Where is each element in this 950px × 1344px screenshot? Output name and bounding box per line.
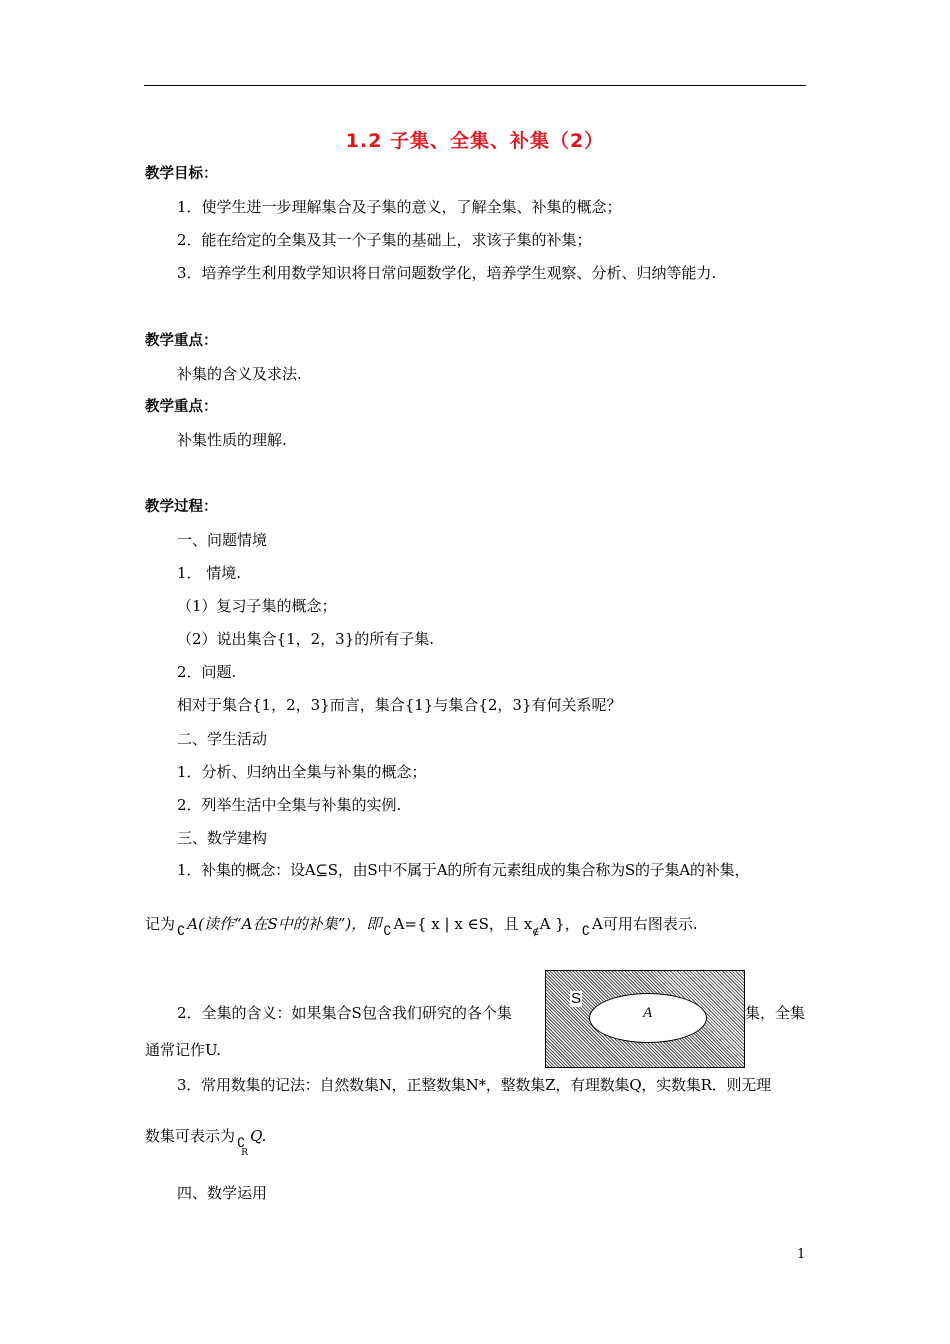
- key-points-text: 补集的含义及求法.: [177, 365, 302, 383]
- process-heading: 教学过程：: [145, 499, 218, 515]
- goals-heading: 教学目标：: [145, 166, 218, 182]
- number-sets-line-1: 3．常用数集的记法：自然数集N，正整数集N*，整数集Z，有理数集Q，实数集R．则无理: [177, 1076, 771, 1094]
- goal-item-1: 1．使学生进一步理解集合及子集的意义，了解全集、补集的概念；: [177, 198, 622, 216]
- section-1-item-1a: （1）复习子集的概念；: [177, 597, 337, 615]
- section-1-item-1: 1． 情境.: [177, 564, 242, 582]
- complement-concept-line-2: [145, 914, 698, 937]
- difficult-points-heading: 教学重点：: [145, 399, 218, 415]
- complement-symbol: ∁: [237, 1136, 246, 1151]
- section-3-heading: 三、数学建构: [177, 829, 268, 847]
- section-4-heading: 四、数学运用: [177, 1184, 268, 1202]
- number-sets-text-b: Q.: [250, 1127, 267, 1145]
- complement-concept-line-1: 1．补集的概念：设A⊆S，由S中不属于A的所有元素组成的集合称为S的子集A的补集，: [177, 861, 750, 879]
- universal-set-line-1b: 集，全集: [745, 1004, 806, 1022]
- venn-universal-label: S: [571, 990, 582, 1007]
- key-points-heading: 教学重点：: [145, 333, 218, 349]
- not-in-symbol: ∉: [532, 927, 540, 938]
- number-sets-line-2: [145, 1126, 267, 1158]
- difficult-points-text: 补集性质的理解.: [177, 431, 287, 449]
- complement-text-c: A={ x | x ∈S，且 x: [393, 915, 533, 933]
- section-2-heading: 二、学生活动: [177, 730, 268, 748]
- page-number: 1: [797, 1247, 806, 1262]
- universal-set-line-1a: 2．全集的含义：如果集合S包含我们研究的各个集: [177, 1004, 512, 1022]
- complement-symbol: ∁: [177, 924, 186, 939]
- venn-subset-label: A: [643, 1005, 653, 1021]
- number-sets-text-a: 数集可表示为: [145, 1127, 236, 1145]
- universal-set-line-2: 通常记作U.: [145, 1041, 222, 1059]
- complement-text-e: A可用右图表示.: [592, 915, 698, 933]
- section-1-item-2: 2．问题.: [177, 663, 237, 681]
- complement-text-b: A(读作“A在S中的补集”)，即: [187, 915, 382, 933]
- section-1-heading: 一、问题情境: [177, 531, 268, 549]
- complement-text-d: A }，: [539, 915, 580, 933]
- top-rule: [144, 85, 806, 86]
- complement-text-a: 记为: [145, 915, 176, 933]
- section-1-question: 相对于集合{1，2，3}而言，集合{1}与集合{2，3}有何关系呢？: [177, 696, 622, 714]
- complement-symbol: ∁: [581, 924, 591, 939]
- complement-subscript: R: [241, 1148, 249, 1158]
- page-title: 1.2 子集、全集、补集（2）: [345, 130, 605, 152]
- goal-item-2: 2．能在给定的全集及其一个子集的基础上，求该子集的补集；: [177, 231, 592, 249]
- complement-symbol: ∁: [383, 924, 392, 939]
- section-2-item-1: 1．分析、归纳出全集与补集的概念；: [177, 763, 427, 781]
- goal-item-3: 3．培养学生利用数学知识将日常问题数学化，培养学生观察、分析、归纳等能力.: [177, 264, 717, 282]
- venn-diagram: [545, 970, 745, 1068]
- section-1-item-1b: （2）说出集合{1，2，3}的所有子集.: [177, 630, 435, 648]
- section-2-item-2: 2．列举生活中全集与补集的实例.: [177, 796, 402, 814]
